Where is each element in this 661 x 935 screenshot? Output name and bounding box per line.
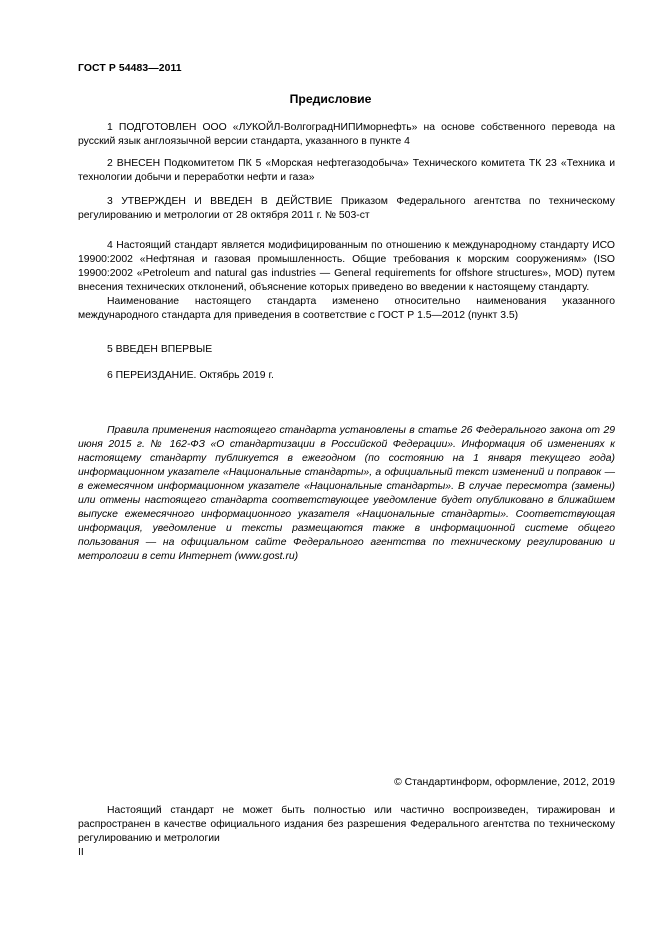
reproduction-notice-text: Настоящий стандарт не может быть полностью или частично воспроизведен, тиражирован и распространен в качестве официального издания без разрешения Федерального агентства по техническому регулированию и метрологии [78, 805, 615, 844]
paragraph-3-block [78, 195, 615, 223]
copyright-line: © Стандартинформ, оформление, 2012, 2019 [394, 777, 615, 788]
paragraph-4-note: Наименование настоящего стандарта изменено относительно наименования указанного международного стандарта для приведения в соответствие с ГОСТ Р 1.5—2012 (пункт 3.5) [78, 296, 615, 321]
paragraph-1: 1 ПОДГОТОВЛЕН ООО «ЛУКОЙЛ-ВолгоградНИПИморнефть» на основе собственного перевода на русский язык англоязычной версии стандарта, указанного в пункте 4 [78, 122, 615, 147]
paragraph-4-block [78, 239, 615, 323]
page-number: II [78, 847, 84, 858]
legal-notice-text: Правила применения настоящего стандарта установлены в статье 26 Федерального закона от 29 июня 2015 г. № 162-ФЗ «О стандартизации в Российской Федерации». Информация об изменениях к настоящему стандарту публикуется в ежегодном (по состоянию на 1 января текущего года) информационном указателе «Национальные стандарты», а официальный текст изменений и поправок — в ежемесячном информационном указателе «Национальные стандарты». В случае пересмотра (замены) или отмены настоящего стандарта соответствующее уведомление будет опубликовано в ближайшем выпуске ежемесячного информационного указателя «Национальные стандарты». Соответствующая информация, уведомление и тексты размещаются также в информационной системе общего пользования — на официальном сайте Федерального агентства по техническому регулированию и метрологии в сети Интернет (www.gost.ru) [78, 425, 615, 562]
paragraph-6: 6 ПЕРЕИЗДАНИЕ. Октябрь 2019 г. [107, 370, 274, 381]
reproduction-notice [78, 804, 615, 846]
document-header: ГОСТ Р 54483—2011 [78, 63, 182, 74]
paragraph-3: 3 УТВЕРЖДЕН И ВВЕДЕН В ДЕЙСТВИЕ Приказом Федерального агентства по техническому регулированию и метрологии от 28 октября 2011 г. № 503-ст [78, 196, 615, 221]
section-title: Предисловие [289, 92, 372, 106]
paragraph-6-block [78, 369, 615, 383]
paragraph-5-block [78, 343, 615, 357]
paragraph-2: 2 ВНЕСЕН Подкомитетом ПК 5 «Морская нефтегазодобыча» Технического комитета ТК 23 «Техника и технологии добычи и переработки нефти и газа» [78, 158, 615, 183]
paragraph-1-block [78, 121, 615, 149]
paragraph-5: 5 ВВЕДЕН ВПЕРВЫЕ [107, 344, 213, 355]
paragraph-4: 4 Настоящий стандарт является модифицированным по отношению к международному стандарту ИСО 19900:2002 «Нефтяная и газовая промышленность. Общие требования к морским сооружениям» (ISO 19900:2002 «Petroleum and natural gas industries — General requirements for offshore structures», MOD) путем внесения технических отклонений, объяснение которых приведено во введении к настоящему стандарту. [78, 240, 615, 293]
legal-notice [78, 424, 615, 564]
paragraph-2-block [78, 157, 615, 185]
